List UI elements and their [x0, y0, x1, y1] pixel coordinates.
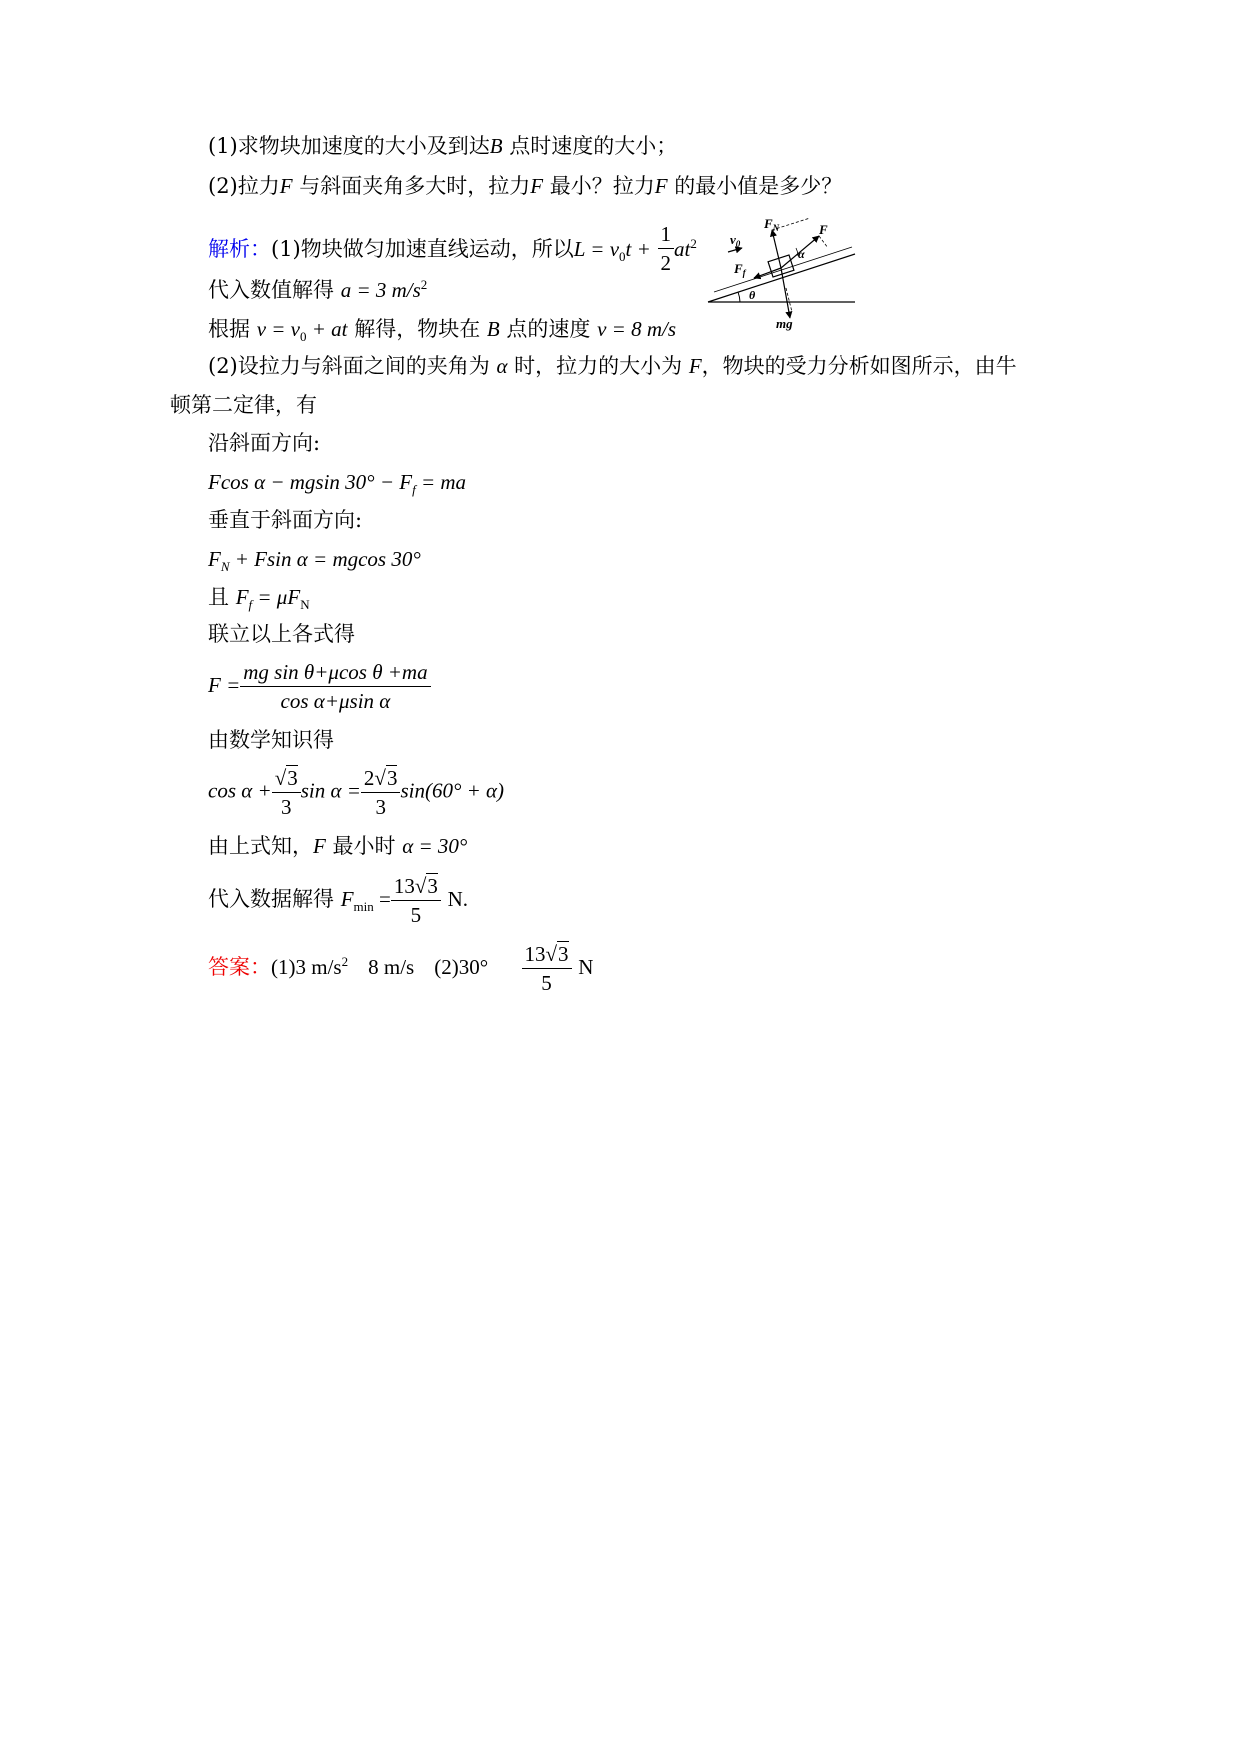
analysis-line-7: 垂直于斜面方向: — [208, 508, 363, 532]
analysis-label: 解析： — [208, 237, 271, 261]
analysis-line-6: 沿斜面方向: — [208, 431, 321, 455]
answer-label: 答案： — [208, 955, 271, 979]
analysis-line-10: 由数学知识得 — [208, 728, 334, 752]
fraction-F: $\frac{\text{mg sin θ+μcos θ +ma}}{\text{cos α+μsin α}}$ — [240, 660, 430, 713]
equation-along-incline: Fcos α − mgsin $30^\circ - F_f$ = ma — [208, 470, 467, 498]
fraction-2sqrt3-over-3: $\frac{2√3}{3}$ — [361, 766, 401, 819]
label-FN: $F_N$ — [764, 216, 780, 233]
analysis-line-1: 解析：(1)物块做匀加速直线运动，所以$L = v_0t$ + $\frac{1}{2}$ $at^2$ — [208, 222, 697, 275]
force-diagram — [700, 212, 862, 334]
friction-arrow — [754, 268, 781, 278]
label-alpha: α — [798, 247, 805, 261]
label-F: F — [819, 222, 828, 237]
analysis-line-5: 顿第二定律，有 — [170, 393, 317, 417]
analysis-line-8: 且 $F_f = \mu F_N$ — [208, 585, 310, 613]
analysis-line-2: 代入数值解得 a = 3 $m/s^2$ — [208, 277, 428, 302]
answer-fraction: $\frac{13√3}{5}$ — [522, 942, 572, 995]
label-v0: $v_0$ — [730, 232, 741, 249]
analysis-line-11: 由上式知，F 最小时 α = 30° — [208, 834, 468, 858]
label-Ff: $F_f$ — [734, 261, 746, 278]
analysis-line-3: 根据 $v = v_0$ + at 解得，物块在 B 点的速度 v = 8 m/s — [208, 317, 677, 345]
formula-F: F = $\frac{\text{mg sin θ+μcos θ +ma}}{\text{cos α+μsin α}}$ — [208, 660, 431, 713]
analysis-line-12: 代入数据解得 $F_{min}$ = $\frac{13√3}{5}$ N. — [208, 874, 468, 927]
analysis-line-9: 联立以上各式得 — [208, 622, 355, 646]
label-mg: mg — [776, 316, 793, 331]
fraction-13sqrt3-over-5: $\frac{13√3}{5}$ — [391, 874, 441, 927]
fraction-sqrt3-over-3: $\frac{√3}{3}$ — [272, 766, 301, 819]
analysis-line-4: (2)设拉力与斜面之间的夹角为 α 时，拉力的大小为 F，物块的受力分析如图所示，由牛 — [208, 354, 1017, 378]
normal-force-arrow — [772, 230, 781, 268]
fraction-one-half: $\frac{1}{2}$ — [658, 222, 675, 275]
equation-perpendicular: $F_N + Fsin$ α = mgcos 30° — [208, 547, 421, 575]
label-theta: θ — [749, 288, 756, 302]
theta-arc — [738, 292, 740, 302]
question-1: (1)求物块加速度的大小及到达B 点时速度的大小； — [208, 134, 678, 158]
dashed-guide-2 — [819, 236, 828, 248]
formula-trig: cos α + $\frac{√3}{3}$ sin α = $\frac{2√3}{3}$ sin(60° + α) — [208, 766, 505, 819]
question-2: (2)拉力F 与斜面夹角多大时，拉力F 最小？拉力F 的最小值是多少？ — [208, 174, 843, 198]
answer-line: 答案：(1)3 $m/s^2$ 8 m/s (2)30° $\frac{13√3}{5}$ N — [208, 942, 594, 995]
incline-surface — [708, 254, 855, 302]
